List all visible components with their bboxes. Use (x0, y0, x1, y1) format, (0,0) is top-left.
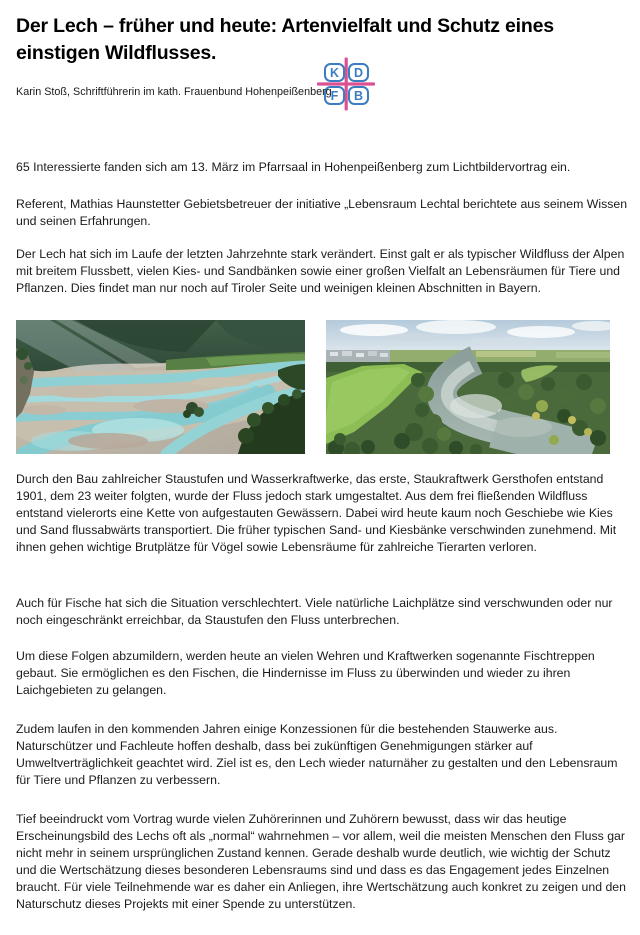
logo-letter-k: K (329, 66, 340, 81)
logo-letter-b: B (353, 89, 364, 104)
paragraph-fischtreppen: Um diese Folgen abzumildern, werden heute an vielen Wehren und Kraftwerken sogenannte Fischtreppen gebaut. Sie ermöglichen es den Fischen, die Hindernisse im Fluss zu überwinden und wieder zu ihren Laichgebieten zu gelangen. (16, 649, 595, 697)
paragraph-konzessionen: Zudem laufen in den kommenden Jahren einige Konzessionen für die bestehenden Stauwerke aus. Naturschützer und Fachleute hoffen deshalb, dass bei zukünftigen Genehmigungen stärker auf Umweltverträglichkeit geachtet wird. Ziel ist es, den Lech wieder naturnäher zu gestalten und den Lebensraum für Tiere und Pflanzen zu verbessern. (16, 722, 618, 787)
photo-wild-lech (16, 320, 305, 454)
paragraph-staustufen: Durch den Bau zahlreicher Staustufen und Wasserkraftwerke, das erste, Staukraftwerk Gersthofen entstand 1901, dem 23 weiter folgten, wurde der Fluss jedoch stark umgestaltet. Aus dem frei fließenden Wildfluss entstand vielerorts eine Kette von aufgestauten Gewässern. Dabei wird heute kaum noch Geschiebe wie Kies und Sand flussabwärts transportiert. Die früher typischen Sand- und Kiesbänke verschwinden zunehmend. Mit ihnen gehen wichtige Brutplätze für Vögel sowie Lebensräume für zahlreiche Tierarten verloren. (16, 472, 617, 554)
photo-lech-today (326, 320, 610, 454)
paragraph-fische: Auch für Fische hat sich die Situation verschlechtert. Viele natürliche Laichplätze sind verschwunden oder nur noch eingeschränkt erreichbar, da Staustufen den Fluss unterbrechen. (16, 596, 613, 627)
logo-letter-f: F (330, 89, 339, 104)
paragraph-referent: Referent, Mathias Haunstetter Gebietsbetreuer der initiative „Lebensraum Lechtal berichtete aus seinem Wissen und seinen Erfahrungen. (16, 197, 628, 228)
page-title: Der Lech – früher und heute: Artenvielfalt und Schutz eines einstigen Wildflusses. (16, 15, 554, 64)
paragraph-fazit: Tief beeindruckt vom Vortrag wurde vielen Zuhörerinnen und Zuhörern bewusst, dass wir das heutige Erscheinungsbild des Lechs oft als „normal“ wahrnehmen – vor allem, weil die meisten Menschen den Fluss gar nicht mehr in seinem ursprünglichen Zustand kennen. Gerade deshalb wurde deutlich, wie wichtig der Schutz und die Wertschätzung dieses besonderen Lebensraums sind und dass es das Engagement jedes Einzelnen braucht. Für viele Teilnehmende war es daher ein Anliegen, ihre Wertschätzung auch konkret zu zeigen und den Naturschutz dieses Projekts mit einer Spende zu unterstützen. (16, 812, 626, 911)
logo-letter-d: D (353, 66, 364, 81)
byline: Karin Stoß, Schriftführerin im kath. Frauenbund Hohenpeißenberg (16, 86, 332, 98)
kdfb-logo (317, 57, 375, 111)
paragraph-lech-history: Der Lech hat sich im Laufe der letzten Jahrzehnte stark verändert. Einst galt er als typischer Wildfluss der Alpen mit breitem Flussbett, vielen Kies- und Sandbänken sowie einer großen Vielfalt an Lebensräumen für Tiere und Pflanzen. Dies findet man nur noch auf Tiroler Seite und weinigen kleinen Abschnitten in Bayern. (16, 247, 625, 295)
paragraph-intro: 65 Interessierte fanden sich am 13. März im Pfarrsaal in Hohenpeißenberg zum Lichtbildervortrag ein. (16, 160, 571, 174)
